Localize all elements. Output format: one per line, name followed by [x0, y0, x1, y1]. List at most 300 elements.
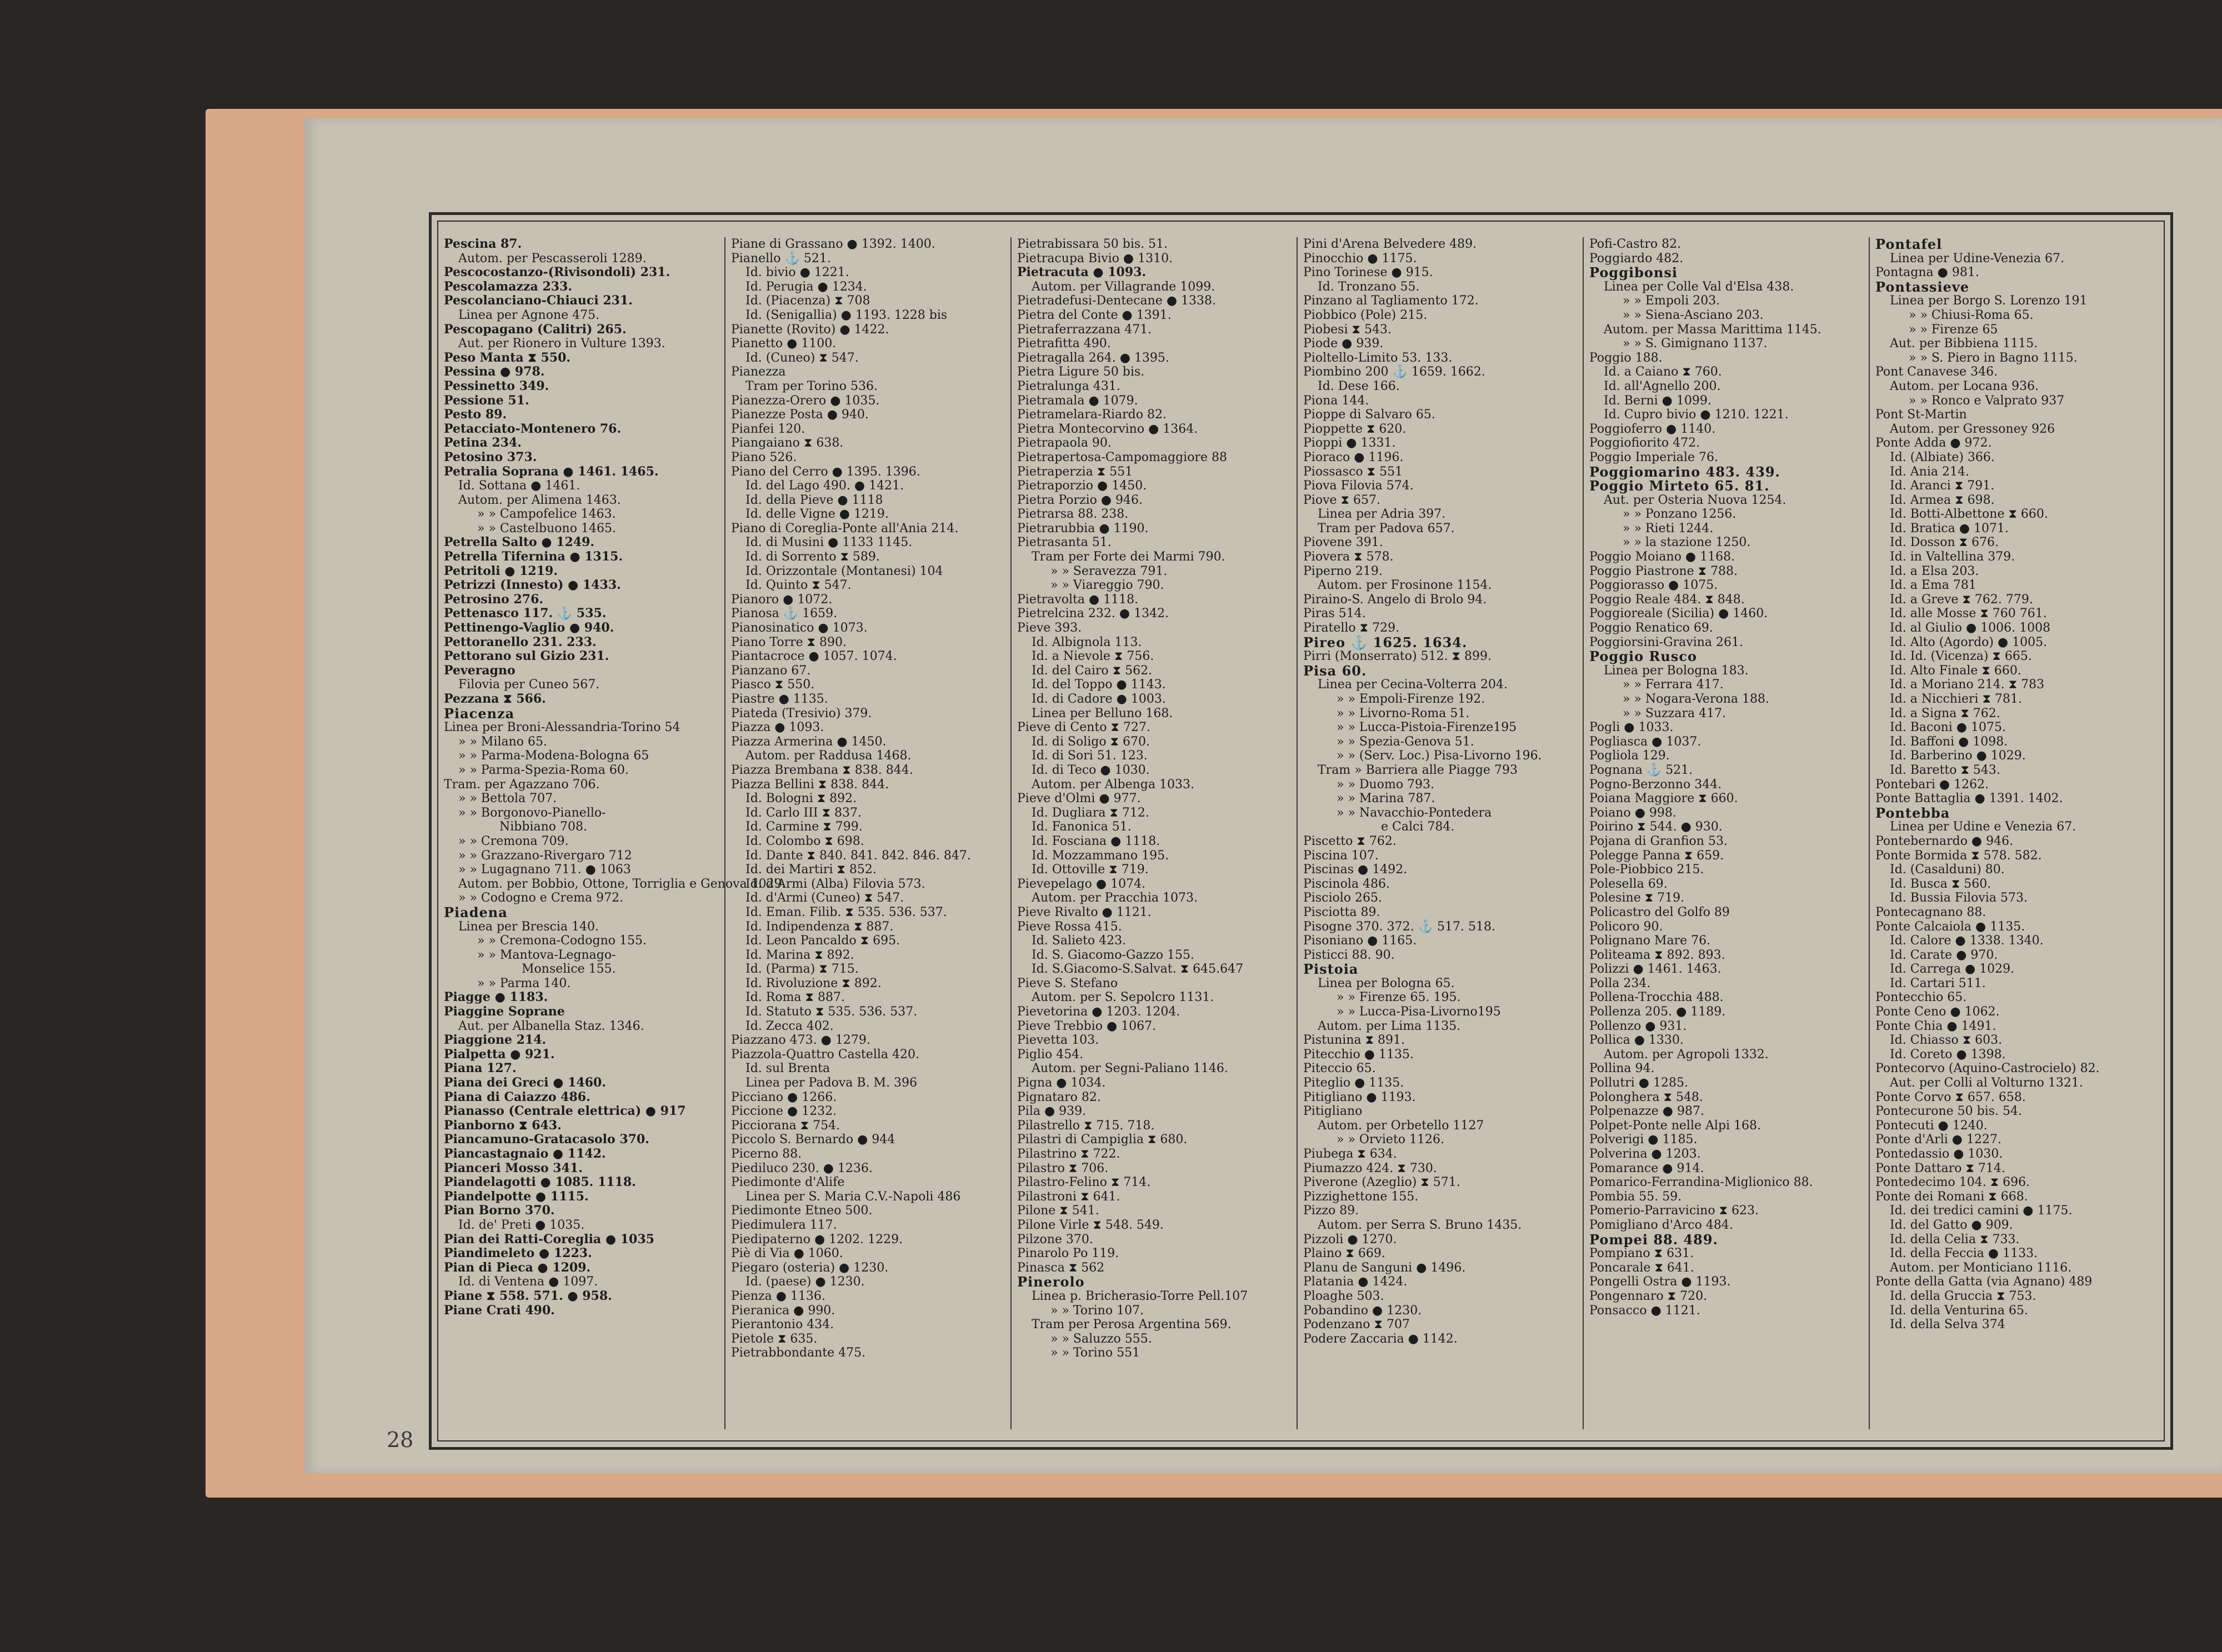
index-entry: » » Chiusi-Roma 65. [1909, 308, 2034, 322]
index-entry: Piane ⧗ 558. 571. ● 958. [444, 1288, 612, 1303]
index-entry: Pollenza 205. ● 1189. [1589, 1005, 1726, 1019]
index-entry: Autom. per Segni-Paliano 1146. [1032, 1062, 1228, 1076]
index-entry: Picciorana ⧗ 754. [731, 1118, 840, 1133]
index-entry: Pietravolta ● 1118. [1017, 592, 1139, 607]
index-entry: Platania ● 1424. [1303, 1275, 1408, 1289]
index-entry: Pontebba [1875, 804, 1950, 821]
index-entry: Petrosino 276. [444, 592, 544, 607]
index-entry: Piperno 219. [1303, 564, 1383, 578]
index-entry: Planu de Sanguni ● 1496. [1303, 1260, 1466, 1275]
index-entry: Linea p. Bricherasio-Torre Pell.107 [1032, 1289, 1248, 1303]
index-entry: Picciano ● 1266. [731, 1090, 837, 1104]
index-entry: Piano del Cerro ● 1395. 1396. [731, 464, 920, 479]
index-entry: Id. Barberino ● 1029. [1890, 749, 2026, 763]
index-entry: Pilone ⧗ 541. [1017, 1204, 1099, 1218]
index-entry: Poiano ● 998. [1589, 805, 1676, 820]
index-entry: Id. di Teco ● 1030. [1032, 763, 1150, 777]
index-entry: » » Firenze 65 [1909, 322, 1998, 337]
index-entry: » » Livorno-Roma 51. [1337, 706, 1470, 720]
index-entry: Pianborno ⧗ 643. [444, 1118, 562, 1133]
index-entry: Piscina 107. [1303, 848, 1379, 863]
index-entry: Pompei 88. 489. [1589, 1231, 1718, 1248]
index-entry: Pianezza [731, 365, 786, 379]
page-number: 28 [387, 1428, 414, 1452]
index-entry: Pietradefusi-Dentecane ● 1338. [1017, 294, 1216, 308]
index-entry: » » Cremona-Codogno 155. [477, 934, 647, 948]
index-entry: Aut. per Bibbiena 1115. [1890, 337, 2038, 351]
index-column-6 [1869, 237, 2159, 1429]
index-entry: Pontecorvo (Aquino-Castrocielo) 82. [1875, 1062, 2100, 1076]
index-entry: Linea per Agnone 475. [458, 308, 600, 322]
index-entry: Piancastagnaio ● 1142. [444, 1147, 606, 1161]
index-entry: » » S. Piero in Bagno 1115. [1909, 351, 2078, 365]
index-entry: Id. S.Giacomo-S.Salvat. ⧗ 645.647 [1032, 962, 1244, 977]
index-entry: Id. Busca ⧗ 560. [1890, 877, 1991, 891]
index-entry: Pietrapaola 90. [1017, 436, 1112, 450]
index-entry: Polverigi ● 1185. [1589, 1133, 1698, 1147]
index-entry: Poggio Renatico 69. [1589, 621, 1713, 635]
index-entry: Id. Baretto ⧗ 543. [1890, 763, 2000, 777]
index-entry: Poggioreale (Sicilia) ● 1460. [1589, 607, 1768, 621]
index-entry: » » Duomo 793. [1337, 777, 1435, 792]
index-entry: Pesto 89. [444, 407, 507, 422]
index-entry: Pianoro ● 1072. [731, 592, 833, 607]
index-entry: Ponte d'Arli ● 1227. [1875, 1133, 2001, 1147]
index-entry: Id. della Pieve ● 1118 [745, 493, 883, 507]
index-entry: Pianceri Mosso 341. [444, 1160, 583, 1175]
index-entry: Polpenazze ● 987. [1589, 1104, 1704, 1119]
index-entry: Linea per Bologna 65. [1318, 976, 1455, 990]
index-entry: » » Torino 107. [1050, 1303, 1144, 1318]
index-entry: Ponte Calcaiola ● 1135. [1875, 919, 2025, 934]
index-entry: Piombino 200 ⚓ 1659. 1662. [1303, 365, 1485, 379]
index-entry: Id. d'Armi (Cuneo) ⧗ 547. [745, 891, 904, 905]
index-entry: Autom. per Frosinone 1154. [1318, 578, 1492, 593]
index-entry: Id. Cartari 511. [1890, 976, 1986, 990]
index-entry: Polla 234. [1589, 976, 1651, 990]
index-entry: Poggibonsi [1589, 264, 1678, 281]
index-entry: Id. a Greve ⧗ 762. 779. [1890, 592, 2033, 607]
index-entry: Autom. per Albenga 1033. [1032, 777, 1194, 792]
index-entry: Pianezza-Orero ● 1035. [731, 393, 880, 408]
index-entry: Autom. per Gressoney 926 [1890, 422, 2055, 436]
index-entry: Id. Cupro bivio ● 1210. 1221. [1604, 408, 1789, 422]
index-entry: Pinarolo Po 119. [1017, 1246, 1119, 1261]
index-entry: Id. dei Martiri ⧗ 852. [745, 863, 877, 877]
index-entry: Petosino 373. [444, 449, 537, 464]
index-entry: Linea per Adria 397. [1318, 507, 1446, 522]
index-entry: Pizzoli ● 1270. [1303, 1232, 1397, 1246]
index-entry: Poggiorasso ● 1075. [1589, 578, 1718, 593]
index-entry: Ponte Ceno ● 1062. [1875, 1005, 2000, 1019]
index-entry: Poirino ⧗ 544. ● 930. [1589, 820, 1723, 834]
index-entry: Piedimonte d'Alife [731, 1175, 845, 1190]
index-entry: Pollena-Trocchia 488. [1589, 990, 1724, 1005]
index-entry: Id. Statuto ⧗ 535. 536. 537. [745, 1005, 918, 1019]
index-entry: » » Campofelice 1463. [477, 507, 616, 522]
index-entry: Linea per Borgo S. Lorenzo 191 [1890, 294, 2088, 308]
index-entry: Piediluco 230. ● 1236. [731, 1161, 873, 1175]
index-entry: Pole-Piobbico 215. [1589, 863, 1704, 877]
index-entry: Autom. per Locana 936. [1890, 379, 2039, 393]
index-entry: Pollenzo ● 931. [1589, 1019, 1687, 1033]
index-entry: Piandimeleto ● 1223. [444, 1246, 592, 1261]
index-entry: Petacciato-Montenero 76. [444, 421, 622, 436]
index-entry: » » Spezia-Genova 51. [1337, 734, 1474, 749]
index-entry: Pioppi ● 1331. [1303, 436, 1396, 450]
index-entry: Piateda (Tresivio) 379. [731, 706, 872, 720]
index-entry: Poggiardo 482. [1589, 251, 1684, 266]
index-entry: Pongelli Ostra ● 1193. [1589, 1275, 1731, 1289]
index-entry: Id. Marina ⧗ 892. [745, 948, 854, 962]
index-entry: Pontedecimo 104. ⧗ 696. [1875, 1175, 2030, 1190]
index-entry: Pian di Pieca ● 1209. [444, 1260, 591, 1275]
index-entry: Pescopagano (Calitri) 265. [444, 322, 627, 337]
index-entry: » » Castelbuono 1465. [477, 521, 616, 535]
index-entry: Pian Borno 370. [444, 1203, 555, 1218]
index-entry: Pietole ⧗ 635. [731, 1331, 818, 1346]
index-entry: Pessione 51. [444, 393, 529, 408]
index-entry: » » Parma 140. [477, 976, 571, 990]
index-entry: Pilone Virle ⧗ 548. 549. [1017, 1218, 1164, 1232]
index-entry: Id. Ottoville ⧗ 719. [1032, 863, 1149, 877]
index-entry: Id. a Elsa 203. [1890, 564, 1979, 578]
index-entry: Id. Eman. Filib. ⧗ 535. 536. 537. [745, 905, 947, 919]
index-entry: Id. Dese 166. [1318, 379, 1400, 393]
index-entry: Id. della Selva 374 [1890, 1318, 2005, 1332]
index-entry: Piossasco ⧗ 551 [1303, 464, 1403, 479]
index-entry: Tram » Barriera alle Piagge 793 [1318, 763, 1518, 777]
index-entry: Pongennaro ⧗ 720. [1589, 1289, 1708, 1303]
index-entry: » » Firenze 65. 195. [1337, 990, 1461, 1005]
index-entry: Pisciolo 265. [1303, 891, 1382, 905]
index-entry: Pianezze Posta ● 940. [731, 408, 869, 422]
index-entry: Piteglio ● 1135. [1303, 1076, 1404, 1090]
index-entry: Id. Carrega ● 1029. [1890, 962, 2015, 977]
index-entry: Pioltello-Limito 53. 133. [1303, 351, 1453, 365]
index-entry: Aut. per Rionero in Vulture 1393. [458, 337, 665, 351]
index-entry: Linea per Belluno 168. [1032, 706, 1173, 720]
index-entry: » » Cremona 709. [458, 834, 569, 848]
index-entry: Id. all'Agnello 200. [1604, 379, 1721, 393]
index-entry: Piaggione 214. [444, 1033, 547, 1048]
index-entry: Ponte Bormida ⧗ 578. 582. [1875, 848, 2042, 863]
index-entry: Polonghera ⧗ 548. [1589, 1090, 1703, 1104]
index-entry: Pianello ⚓ 521. [731, 251, 831, 266]
index-entry: Pomerio-Parravicino ⧗ 623. [1589, 1204, 1759, 1218]
index-entry: Pieve di Cento ⧗ 727. [1017, 720, 1150, 735]
index-entry: Linea per Bologna 183. [1604, 663, 1749, 678]
index-entry: Id. al Giulio ● 1006. 1008 [1890, 621, 2051, 635]
index-entry: » » Torino 551 [1050, 1346, 1140, 1360]
index-entry: Poggio 188. [1589, 351, 1663, 365]
index-entry: Pieranica ● 990. [731, 1303, 835, 1318]
index-entry: Piglio 454. [1017, 1047, 1084, 1062]
index-entry: Piverone (Azeglio) ⧗ 571. [1303, 1175, 1460, 1190]
index-entry: Pisticci 88. 90. [1303, 948, 1395, 962]
index-entry: Piane Crati 490. [444, 1303, 555, 1318]
index-entry: Id. Dugliara ⧗ 712. [1032, 805, 1149, 820]
index-entry: Id. bivio ● 1221. [745, 266, 849, 280]
index-entry: Pilastroni ⧗ 641. [1017, 1189, 1120, 1204]
index-entry: Nibbiano 708. [499, 820, 587, 834]
index-entry: Id. a Signa ⧗ 762. [1890, 706, 2000, 720]
index-entry: Id. Alto (Agordo) ● 1005. [1890, 635, 2048, 649]
index-entry: Pierantonio 434. [731, 1318, 834, 1332]
index-entry: Piubega ⧗ 634. [1303, 1147, 1397, 1161]
index-entry: Id. Perugia ● 1234. [745, 279, 867, 294]
index-entry: Piazzola-Quattro Castella 420. [731, 1047, 919, 1062]
index-entry: Id. Albignola 113. [1032, 635, 1142, 649]
index-entry: Pianasso (Centrale elettrica) ● 917 [444, 1104, 686, 1119]
index-entry: Pettorano sul Gizio 231. [444, 649, 609, 664]
index-entry: Id. Mozzammano 195. [1032, 848, 1169, 863]
index-entry: Id. (Piacenza) ⧗ 708 [745, 294, 870, 308]
index-entry: Id. del Lago 490. ● 1421. [745, 479, 904, 493]
index-entry: Id. di Soligo ⧗ 670. [1032, 734, 1150, 749]
index-entry: Autom. per Monticiano 1116. [1890, 1260, 2072, 1275]
index-entry: Pontecuti ● 1240. [1875, 1118, 1988, 1133]
index-entry: Piaggine Soprane [444, 1004, 565, 1019]
index-entry: Ploaghe 503. [1303, 1289, 1384, 1303]
index-entry: » » Saluzzo 555. [1050, 1331, 1152, 1346]
index-entry: Pietracupa Bivio ● 1310. [1017, 251, 1173, 266]
index-entry: Policoro 90. [1589, 919, 1663, 934]
index-entry: » » Siena-Asciano 203. [1623, 308, 1764, 322]
index-entry: Pilastro ⧗ 706. [1017, 1161, 1109, 1175]
index-entry: Ponte Battaglia ● 1391. 1402. [1875, 792, 2063, 806]
index-entry: Pinocchio ● 1175. [1303, 251, 1417, 266]
index-entry: Polesine ⧗ 719. [1589, 891, 1685, 905]
index-entry: Id. Berni ● 1099. [1604, 393, 1711, 408]
index-entry: Pietrabissara 50 bis. 51. [1017, 237, 1168, 251]
index-entry: Id. Quinto ⧗ 547. [745, 578, 852, 593]
index-entry: Id. Calore ● 1338. 1340. [1890, 934, 2044, 948]
index-entry: Pistunina ⧗ 891. [1303, 1033, 1405, 1048]
index-entry: Id. Zecca 402. [745, 1019, 834, 1033]
index-entry: Linea per Udine e Venezia 67. [1890, 820, 2076, 834]
index-entry: » » (Serv. Loc.) Pisa-Livorno 196. [1337, 749, 1542, 763]
index-entry: Pianette (Rovito) ● 1422. [731, 322, 889, 337]
index-entry: Tram per Perosa Argentina 569. [1032, 1318, 1232, 1332]
index-entry: Aut. per Colli al Volturno 1321. [1890, 1076, 2083, 1090]
index-entry: Pietraferrazzana 471. [1017, 322, 1152, 337]
index-entry: Id. in Valtellina 379. [1890, 550, 2015, 564]
index-entry: Piazza Brembana ⧗ 838. 844. [731, 763, 913, 777]
index-entry: Piedipaterno ● 1202. 1229. [731, 1232, 903, 1246]
index-entry: Id. Botti-Albettone ⧗ 660. [1890, 507, 2048, 522]
index-entry: Pojana di Granfion 53. [1589, 834, 1728, 848]
index-entry: » » Lugagnano 711. ● 1063 [458, 863, 631, 877]
index-entry: Pianosa ⚓ 1659. [731, 607, 838, 621]
index-entry: Id. Alto Finale ⧗ 660. [1890, 663, 2021, 678]
index-entry: Id. della Venturina 65. [1890, 1303, 2028, 1318]
index-entry: Autom. per S. Sepolcro 1131. [1032, 990, 1214, 1005]
index-entry: Piedimulera 117. [731, 1218, 837, 1232]
index-entry: Pietralunga 431. [1017, 379, 1120, 393]
index-entry: Pietra Montecorvino ● 1364. [1017, 422, 1198, 436]
index-entry: Id. della Feccia ● 1133. [1890, 1246, 2038, 1261]
index-entry: Ponte Corvo ⧗ 657. 658. [1875, 1090, 2026, 1104]
index-entry: Pisogne 370. 372. ⚓ 517. 518. [1303, 919, 1495, 934]
index-entry: Pietragalla 264. ● 1395. [1017, 351, 1169, 365]
index-entry: Id. sul Brenta [745, 1062, 830, 1076]
index-entry: Piandelagotti ● 1085. 1118. [444, 1175, 636, 1190]
index-entry: Piano di Coreglia-Ponte all'Ania 214. [731, 521, 959, 535]
index-entry: Id. a Nievole ⧗ 756. [1032, 649, 1154, 664]
index-entry: Id. (Cuneo) ⧗ 547. [745, 351, 859, 365]
index-entry: Pievepelago ● 1074. [1017, 877, 1146, 891]
index-entry: » » Seravezza 791. [1050, 564, 1168, 578]
index-entry: Pomarico-Ferrandina-Miglionico 88. [1589, 1175, 1813, 1190]
index-entry: Id. d'Armi (Alba) Filovia 573. [745, 877, 925, 891]
index-entry: Pontafel [1875, 236, 1943, 252]
index-entry: Pontecagnano 88. [1875, 905, 1986, 919]
index-entry: Pizzo 89. [1303, 1204, 1359, 1218]
index-entry: Autom. per Orbetello 1127 [1318, 1118, 1484, 1133]
index-entry: » » Lucca-Pisa-Livorno195 [1337, 1005, 1501, 1019]
index-entry: Piano Torre ⧗ 890. [731, 635, 847, 649]
index-entry: Ponte della Gatta (via Agnano) 489 [1875, 1275, 2093, 1289]
index-entry: Poggiorsini-Gravina 261. [1589, 635, 1744, 649]
index-frame [429, 212, 2173, 1450]
index-entry: Polesella 69. [1589, 877, 1668, 891]
index-entry: Id. Leon Pancaldo ⧗ 695. [745, 934, 900, 948]
index-entry: Piancamuno-Gratacasolo 370. [444, 1132, 649, 1147]
index-entry: » » Ponzano 1256. [1623, 507, 1736, 522]
index-entry: » » Ferrara 417. [1623, 678, 1724, 692]
index-entry: Pomigliano d'Arco 484. [1589, 1218, 1733, 1232]
index-entry: Piteccio 65. [1303, 1062, 1376, 1076]
index-entry: Polizzi ● 1461. 1463. [1589, 962, 1721, 977]
index-entry: Pettoranello 231. 233. [444, 634, 597, 649]
index-entry: Id. della Gruccia ⧗ 753. [1890, 1289, 2036, 1303]
index-entry: Id. Rivoluzione ⧗ 892. [745, 976, 882, 990]
index-entry: Pisoniano ● 1165. [1303, 934, 1417, 948]
index-entry: Pont St-Martin [1875, 408, 1967, 422]
index-entry: Pialpetta ● 921. [444, 1047, 555, 1062]
index-entry: Polegge Panna ⧗ 659. [1589, 848, 1724, 863]
index-entry: Pila ● 939. [1017, 1104, 1087, 1119]
index-entry: Pisa 60. [1303, 662, 1367, 679]
index-entry: Pieve Rossa 415. [1017, 919, 1122, 934]
index-entry: Autom. per Massa Marittima 1145. [1604, 322, 1821, 337]
index-entry: Piazzano 473. ● 1279. [731, 1033, 870, 1048]
index-entry: Pontecchio 65. [1875, 990, 1967, 1005]
index-entry: Linea per Colle Val d'Elsa 438. [1604, 279, 1794, 294]
index-entry: Piasco ⧗ 550. [731, 678, 815, 692]
index-entry: Pilastrello ⧗ 715. 718. [1017, 1118, 1155, 1133]
index-entry: » » Mantova-Legnago- [477, 948, 616, 962]
index-entry: Id. Tronzano 55. [1318, 279, 1420, 294]
index-entry: Pioraco ● 1196. [1303, 450, 1404, 464]
index-column-5 [1583, 237, 1856, 1429]
index-entry: Pireo ⚓ 1625. 1634. [1303, 634, 1468, 650]
index-entry: Poggio Mirteto 65. 81. [1589, 478, 1770, 494]
index-entry: Pescocostanzo-(Rivisondoli) 231. [444, 265, 670, 280]
index-entry: » » Parma-Modena-Bologna 65 [458, 749, 649, 763]
index-entry: Piè di Via ● 1060. [731, 1246, 843, 1261]
index-entry: Pirri (Monserrato) 512. ⧗ 899. [1303, 649, 1492, 664]
index-entry: Autom. per Alimena 1463. [458, 493, 621, 507]
index-entry: Id. Baconi ● 1075. [1890, 720, 2006, 735]
index-entry: Pontassieve [1875, 278, 1970, 295]
index-entry: Id. Baffoni ● 1098. [1890, 734, 2008, 749]
index-entry: » » S. Gimignano 1137. [1623, 337, 1768, 351]
index-entry: Poggiomarino 483. 439. [1589, 463, 1780, 480]
index-entry: Id. Coreto ● 1398. [1890, 1047, 2006, 1062]
index-entry: Pettenasco 117. ⚓ 535. [444, 606, 607, 621]
index-entry: Pietra Ligure 50 bis. [1017, 365, 1145, 379]
index-entry: Id. di Musini ● 1133 1145. [745, 535, 913, 550]
index-entry: Id. Sottana ● 1461. [458, 479, 580, 493]
index-entry: Pollica ● 1330. [1589, 1033, 1684, 1048]
index-entry: Id. Fosciana ● 1118. [1032, 834, 1160, 848]
index-entry: Id. a Moriano 214. ⧗ 783 [1890, 678, 2045, 692]
index-entry: Pollina 94. [1589, 1062, 1655, 1076]
index-entry: Piova Filovia 574. [1303, 479, 1414, 493]
index-entry: Linea per Padova B. M. 396 [745, 1076, 918, 1090]
index-entry: Pescina 87. [444, 237, 522, 251]
index-entry: Piana di Caiazzo 486. [444, 1089, 590, 1104]
index-entry: Pontecurone 50 bis. 54. [1875, 1104, 2022, 1119]
index-entry: Pietrarsa 88. 238. [1017, 507, 1129, 522]
index-entry: Ponte Adda ● 972. [1875, 436, 1992, 450]
index-entry: » » Grazzano-Rivergaro 712 [458, 848, 632, 863]
index-entry: Id. (Senigallia) ● 1193. 1228 bis [745, 308, 948, 322]
index-entry: Piscetto ⧗ 762. [1303, 834, 1397, 848]
index-entry: Pignataro 82. [1017, 1090, 1101, 1104]
index-entry: Tram per Padova 657. [1318, 521, 1455, 535]
index-entry: Id. Salieto 423. [1032, 934, 1127, 948]
index-entry: Poggioferro ● 1140. [1589, 422, 1716, 436]
index-entry: Autom. per Pracchia 1073. [1032, 891, 1198, 905]
index-entry: Petralia Soprana ● 1461. 1465. [444, 464, 659, 479]
index-entry: Autom. per Lima 1135. [1318, 1019, 1461, 1033]
index-entry: Piovene 391. [1303, 535, 1383, 550]
index-entry: Pievetta 103. [1017, 1033, 1099, 1048]
index-entry: Petritoli ● 1219. [444, 563, 558, 578]
index-entry: Pilastri di Campiglia ⧗ 680. [1017, 1133, 1188, 1147]
index-entry: Id. Indipendenza ⧗ 887. [745, 919, 894, 934]
index-entry: » » Parma-Spezia-Roma 60. [458, 763, 629, 777]
index-entry: Id. del Gatto ● 909. [1890, 1218, 2013, 1232]
index-entry: Pilastro-Felino ⧗ 714. [1017, 1175, 1151, 1190]
index-entry: Pontebari ● 1262. [1875, 777, 1989, 792]
index-entry: Piode ● 939. [1303, 337, 1384, 351]
index-entry: Id. del Cairo ⧗ 562. [1032, 663, 1153, 678]
index-entry: Podenzano ⧗ 707 [1303, 1318, 1410, 1332]
index-entry: » » Viareggio 790. [1050, 578, 1164, 593]
index-entry: Piazza Armerina ● 1450. [731, 734, 887, 749]
index-entry: Id. Bussia Filovia 573. [1890, 891, 2028, 905]
index-entry: Piobbico (Pole) 215. [1303, 308, 1428, 322]
index-entry: Pettinengo-Vaglio ● 940. [444, 620, 614, 635]
index-entry: Pioppe di Salvaro 65. [1303, 408, 1435, 422]
index-entry: Pezzana ⧗ 566. [444, 692, 546, 706]
index-entry: Pognana ⚓ 521. [1589, 763, 1693, 777]
index-entry: Pomarance ● 914. [1589, 1161, 1704, 1175]
index-entry: Piove ⧗ 657. [1303, 493, 1380, 507]
index-entry: Id. a Caiano ⧗ 760. [1604, 365, 1722, 379]
index-entry: Piscinas ● 1492. [1303, 863, 1408, 877]
index-entry: Pietramala ● 1079. [1017, 393, 1138, 408]
index-entry: Peso Manta ⧗ 550. [444, 350, 571, 365]
index-entry: Pieve d'Olmi ● 977. [1017, 792, 1141, 806]
index-entry: Id. dei tredici camini ● 1175. [1890, 1204, 2073, 1218]
index-entry: Pietraperzia ⧗ 551 [1017, 464, 1133, 479]
index-entry: Id. Bologni ⧗ 892. [745, 792, 857, 806]
